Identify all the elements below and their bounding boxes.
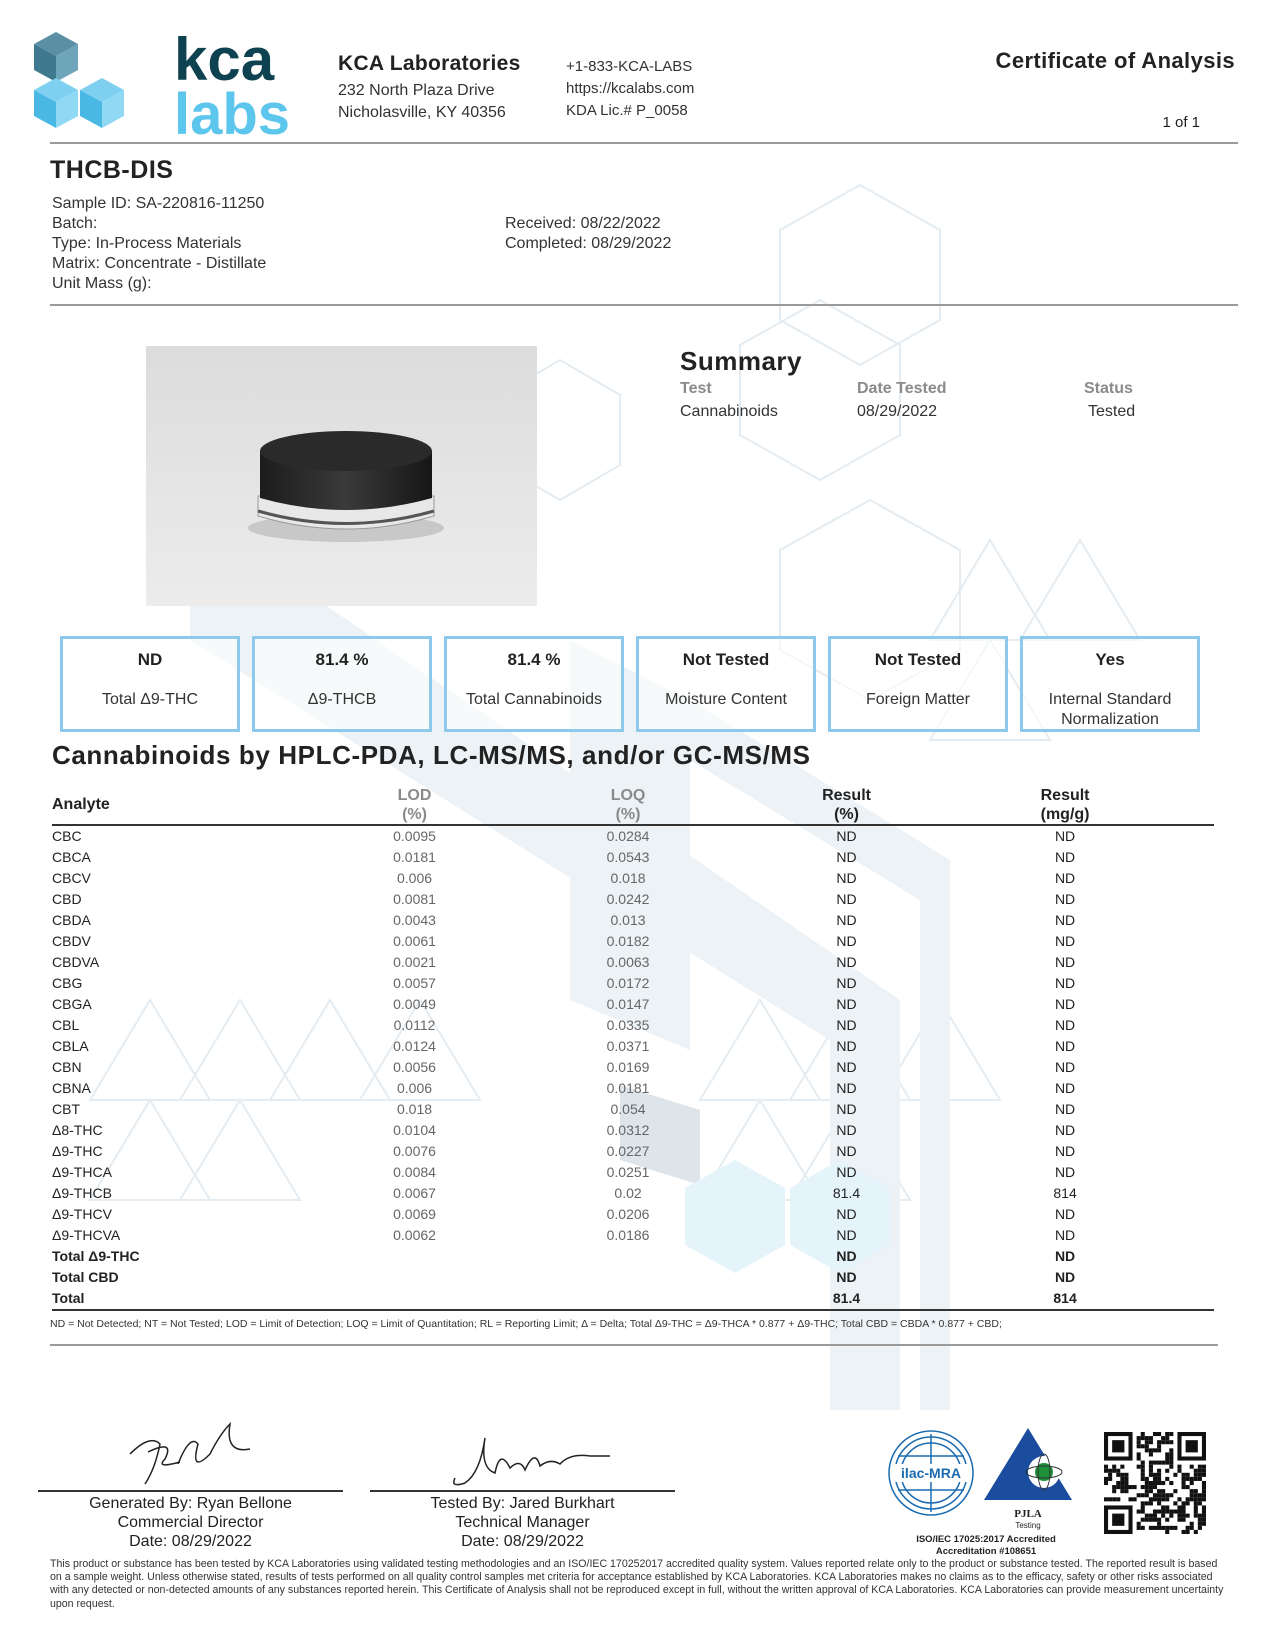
cell-c5: ND [1054,1206,1076,1222]
cell-c1: Δ9-THCV [52,1206,112,1222]
cell-c2: 0.0095 [393,828,436,844]
cell-c1: Δ9-THC [52,1143,103,1159]
cell-c4: 81.4 [832,1185,861,1201]
table-row [52,1036,1214,1057]
cell-c1: CBL [52,1017,80,1033]
key-result-value: Yes [1095,650,1125,669]
lab-license: KDA Lic.# P_0058 [566,102,688,119]
cell-c5: 814 [1053,1290,1077,1306]
header-divider [50,142,1238,144]
ilac-text: ilac-MRA [901,1465,961,1481]
header-result-mg: Result (mg/g) [1040,787,1090,823]
key-result-normalization [1020,636,1200,732]
table-row [52,1183,1214,1204]
table-row [52,1225,1214,1246]
signer-title: Technical Manager [455,1514,590,1531]
cell-c4: ND [836,933,857,949]
cell-c1: CBDA [52,912,91,928]
cell-c3: 0.0147 [606,996,650,1012]
ilac-mra-logo [886,1428,976,1518]
cell-c2: 0.0067 [393,1185,436,1201]
cell-c3: 0.0335 [606,1017,650,1033]
section-title: Cannabinoids by HPLC-PDA, LC-MS/MS, and/or GC-MS/MS [52,740,811,770]
table-row [52,931,1214,952]
table-row [52,1204,1214,1225]
table-row [52,994,1214,1015]
cell-c3: 0.013 [610,912,646,928]
cell-c4: ND [836,975,857,991]
cell-c1: CBD [52,891,82,907]
cell-c2: 0.0084 [393,1164,436,1180]
table-row [52,973,1214,994]
cell-c5: ND [1054,933,1076,949]
qr-code-icon[interactable] [1104,1432,1206,1534]
cell-c3: 0.0186 [606,1227,650,1243]
jar-icon [146,346,537,606]
pjla-text: PJLA [1014,1508,1042,1520]
key-result-label: Moisture Content [665,691,787,708]
cell-c5: ND [1054,1017,1076,1033]
cell-c2: 0.0043 [393,912,436,928]
cell-c1: CBC [52,828,82,844]
cell-c2: 0.0057 [393,975,436,991]
key-result-value: Not Tested [874,650,962,669]
cell-c4: ND [836,1227,857,1243]
signature-block-generated [38,1494,343,1551]
sample-unit-mass: Unit Mass (g): [52,275,152,292]
cell-c1: CBN [52,1059,82,1075]
cell-c5: ND [1054,1122,1076,1138]
summary-title: Summary [680,346,802,376]
cell-c4: ND [836,891,857,907]
cell-c3: 0.0312 [606,1122,650,1138]
cell-c1: Δ9-THCA [52,1164,112,1180]
cell-c1: CBDV [52,933,91,949]
table-row [52,1057,1214,1078]
cell-c4: ND [836,1164,857,1180]
signature-jared-burkhart [440,1428,620,1498]
key-result-label: Internal Standard Normalization [1048,691,1172,728]
key-result-total-thc [60,636,240,732]
cell-c4: ND [836,1206,857,1222]
sample-name: THCB-DIS [50,156,174,184]
cell-c5: ND [1054,891,1076,907]
cell-c2: 0.0061 [393,933,436,949]
cell-c5: ND [1054,1059,1076,1075]
cell-c4: ND [836,1059,857,1075]
table-row [52,1099,1214,1120]
table-header-row [52,784,1214,825]
key-result-label: Total Δ9-THC [101,691,199,708]
cell-c5: 814 [1053,1185,1077,1201]
key-result-label: Δ9-THCB [307,691,377,708]
cell-c5: ND [1054,1038,1076,1054]
summary-header-status: Status [1084,380,1133,397]
disclaimer: This product or substance has been tested by KCA Laboratories using validated testing methodologies and an ISO/IEC 170252017 accredited quality system. Values reported relate only to the product or substance tested. The reported result is based on a sample weight. Unless otherwise stated, results of tests performed on all quality control samples met criteria for acceptance established by KCA Laboratories. KCA Laboratories makes no claims as to the efficacy, safety or other risks associated with any detected or non-detected amounts of any substances reported herein. This Certificate of Analysis shall not be reproduced except in full, without the written approval of KCA Laboratories. KCA Laboratories can provide measurement uncertainty upon request. [50,1558,1224,1610]
cell-c2: 0.006 [397,1080,433,1096]
lab-phone: +1-833-KCA-LABS [566,58,693,75]
cell-c4: ND [836,1038,857,1054]
cell-c5: ND [1054,1248,1076,1264]
key-result-total-cannabinoids [444,636,624,732]
cell-c2 [350,1246,479,1267]
cannabinoid-results-table [52,784,1214,1311]
cell-c1: Total CBD [52,1269,119,1285]
cell-c1: Δ9-THCB [52,1185,112,1201]
cell-c4: 81.4 [832,1290,861,1306]
key-result-label: Foreign Matter [865,691,971,708]
cell-c4: ND [836,870,857,886]
cell-c4: ND [836,1248,857,1264]
signer-title: Commercial Director [117,1514,264,1531]
summary-status: Tested [1088,403,1136,420]
sample-meta-left [52,194,266,294]
cell-c4: ND [836,849,857,865]
cell-c3: 0.0284 [606,828,650,844]
cell-c3: 0.0181 [606,1080,650,1096]
product-photo [146,346,537,606]
cell-c5: ND [1054,828,1076,844]
key-result-moisture [636,636,816,732]
cell-c2: 0.0069 [393,1206,436,1222]
table-row [52,889,1214,910]
signer-date: Date: 08/29/2022 [129,1533,252,1550]
cell-c5: ND [1054,996,1076,1012]
lab-website[interactable]: https://kcalabs.com [566,80,695,97]
cube-icon [34,32,124,128]
cell-c1: CBCV [52,870,91,886]
signer-name: Tested By: Jared Burkhart [430,1495,615,1512]
table-row [52,910,1214,931]
signature-block-tested [370,1494,675,1551]
lab-address-line1: 232 North Plaza Drive [338,82,495,99]
cell-c3 [479,1246,777,1267]
cell-c1: Δ8-THC [52,1122,103,1138]
cell-c1: CBDVA [52,954,100,970]
cell-c2: 0.0056 [393,1059,436,1075]
received-date: Received: 08/22/2022 [505,215,661,232]
cell-c4: ND [836,1269,857,1285]
cell-c3: 0.0172 [606,975,650,991]
cell-c1: CBT [52,1101,80,1117]
cell-c3 [479,1267,777,1288]
table-row [52,952,1214,973]
cell-c1: CBG [52,975,83,991]
cell-c2: 0.0049 [393,996,436,1012]
accreditation-text [896,1534,1076,1558]
cell-c3: 0.018 [610,870,646,886]
summary-date: 08/29/2022 [857,403,938,420]
cell-c5: ND [1054,975,1076,991]
lab-address-line2: Nicholasville, KY 40356 [338,104,506,121]
header-loq: LOQ (%) [610,787,646,823]
cell-c3: 0.02 [614,1185,642,1201]
cell-c3: 0.0242 [606,891,650,907]
cell-c1: CBNA [52,1080,91,1096]
header-result-pct: Result (%) [822,787,871,823]
cell-c1: Total [52,1290,85,1306]
cell-c2: 0.0021 [393,954,436,970]
table-row [52,1078,1214,1099]
key-result-thcb [252,636,432,732]
cell-c3: 0.0169 [606,1059,650,1075]
key-result-value: 81.4 % [507,650,561,669]
summary-test: Cannabinoids [680,403,778,420]
total-row [52,1288,1214,1310]
cell-c5: ND [1054,1080,1076,1096]
cell-c2: 0.0104 [393,1122,436,1138]
key-result-value: ND [137,650,163,669]
cell-c5: ND [1054,1143,1076,1159]
table-legend: ND = Not Detected; NT = Not Tested; LOD = Limit of Detection; LOQ = Limit of Quantitation; RL = Reporting Limit; Δ = Delta; Total Δ9-THC = Δ9-THCA * 0.877 + Δ9-THC; Total CBD = CBDA * 0.877 + CBD; [50,1318,1002,1330]
table-row [52,868,1214,889]
cell-c3: 0.0063 [606,954,650,970]
sample-type: Type: In-Process Materials [52,235,242,252]
cell-c4: ND [836,1122,857,1138]
cell-c2 [350,1288,479,1310]
pjla-logo [984,1424,1076,1534]
table-body [52,825,1214,1310]
cell-c2: 0.018 [397,1101,433,1117]
cell-c2: 0.0081 [393,891,436,907]
cell-c2: 0.0181 [393,849,436,865]
cell-c1: Δ9-THCVA [52,1227,121,1243]
cell-c1: CBLA [52,1038,89,1054]
table-row [52,1162,1214,1183]
summary-header-date: Date Tested [857,380,947,397]
cell-c2: 0.0076 [393,1143,436,1159]
sample-meta-dates [505,214,671,254]
cell-c1: Total Δ9-THC [52,1248,140,1264]
lab-contact [566,56,694,122]
cell-c4: ND [836,1101,857,1117]
signature-line [370,1490,675,1492]
key-result-value: 81.4 % [315,650,369,669]
cell-c5: ND [1054,1269,1076,1285]
table-footer-divider [50,1344,1218,1346]
accreditation-line2: Accreditation #108651 [935,1546,1037,1557]
cell-c4: ND [836,912,857,928]
cell-c3: 0.054 [610,1101,646,1117]
logo-text-kca: kca [174,28,275,93]
sample-batch: Batch: [52,215,98,232]
cell-c2 [350,1267,479,1288]
cell-c4: ND [836,954,857,970]
cell-c4: ND [836,1143,857,1159]
table-row [52,1120,1214,1141]
cell-c5: ND [1054,1101,1076,1117]
cell-c2: 0.006 [397,870,433,886]
cell-c2: 0.0124 [393,1038,436,1054]
cell-c5: ND [1054,1227,1076,1243]
table-row [52,825,1214,847]
cell-c4: ND [836,828,857,844]
cell-c4: ND [836,1017,857,1033]
key-result-label: Total Cannabinoids [465,691,603,708]
table-row [52,1015,1214,1036]
table-row [52,1141,1214,1162]
cell-c4: ND [836,1080,857,1096]
lab-address [338,80,506,124]
cell-c5: ND [1054,870,1076,886]
signature-ryan-bellone [120,1414,270,1494]
signer-name: Generated By: Ryan Bellone [89,1495,292,1512]
cell-c4: ND [836,996,857,1012]
cell-c3: 0.0543 [606,849,650,865]
cell-c3: 0.0206 [606,1206,650,1222]
cell-c1: CBCA [52,849,91,865]
table-row [52,847,1214,868]
header-analyte: Analyte [52,795,110,813]
total-row [52,1246,1214,1267]
cell-c1: CBGA [52,996,92,1012]
page-number: 1 of 1 [1162,114,1200,131]
cell-c3: 0.0251 [606,1164,650,1180]
signature-line [38,1490,343,1492]
cell-c3: 0.0182 [606,933,650,949]
completed-date: Completed: 08/29/2022 [505,235,672,252]
key-result-foreign-matter [828,636,1008,732]
summary-header-test: Test [680,380,712,397]
cell-c5: ND [1054,912,1076,928]
header-lod: LOD (%) [397,787,432,823]
cell-c3: 0.0227 [606,1143,650,1159]
cell-c5: ND [1054,954,1076,970]
cell-c3: 0.0371 [606,1038,650,1054]
cell-c2: 0.0062 [393,1227,436,1243]
sample-matrix: Matrix: Concentrate - Distillate [52,255,267,272]
cell-c2: 0.0112 [393,1017,436,1033]
key-result-value: Not Tested [682,650,770,669]
sample-divider [50,304,1238,306]
logo-text-labs: labs [174,82,291,138]
lab-name: KCA Laboratories [338,52,521,75]
total-row [52,1267,1214,1288]
document-title: Certificate of Analysis [995,48,1235,73]
signer-date: Date: 08/29/2022 [461,1533,584,1550]
cell-c5: ND [1054,1164,1076,1180]
accreditation-line1: ISO/IEC 17025:2017 Accredited [916,1534,1056,1545]
cell-c3 [479,1288,777,1310]
kca-labs-logo [32,28,312,138]
cell-c5: ND [1054,849,1076,865]
sample-id: Sample ID: SA-220816-11250 [52,195,265,212]
pjla-subtext: Testing [1015,1521,1041,1530]
